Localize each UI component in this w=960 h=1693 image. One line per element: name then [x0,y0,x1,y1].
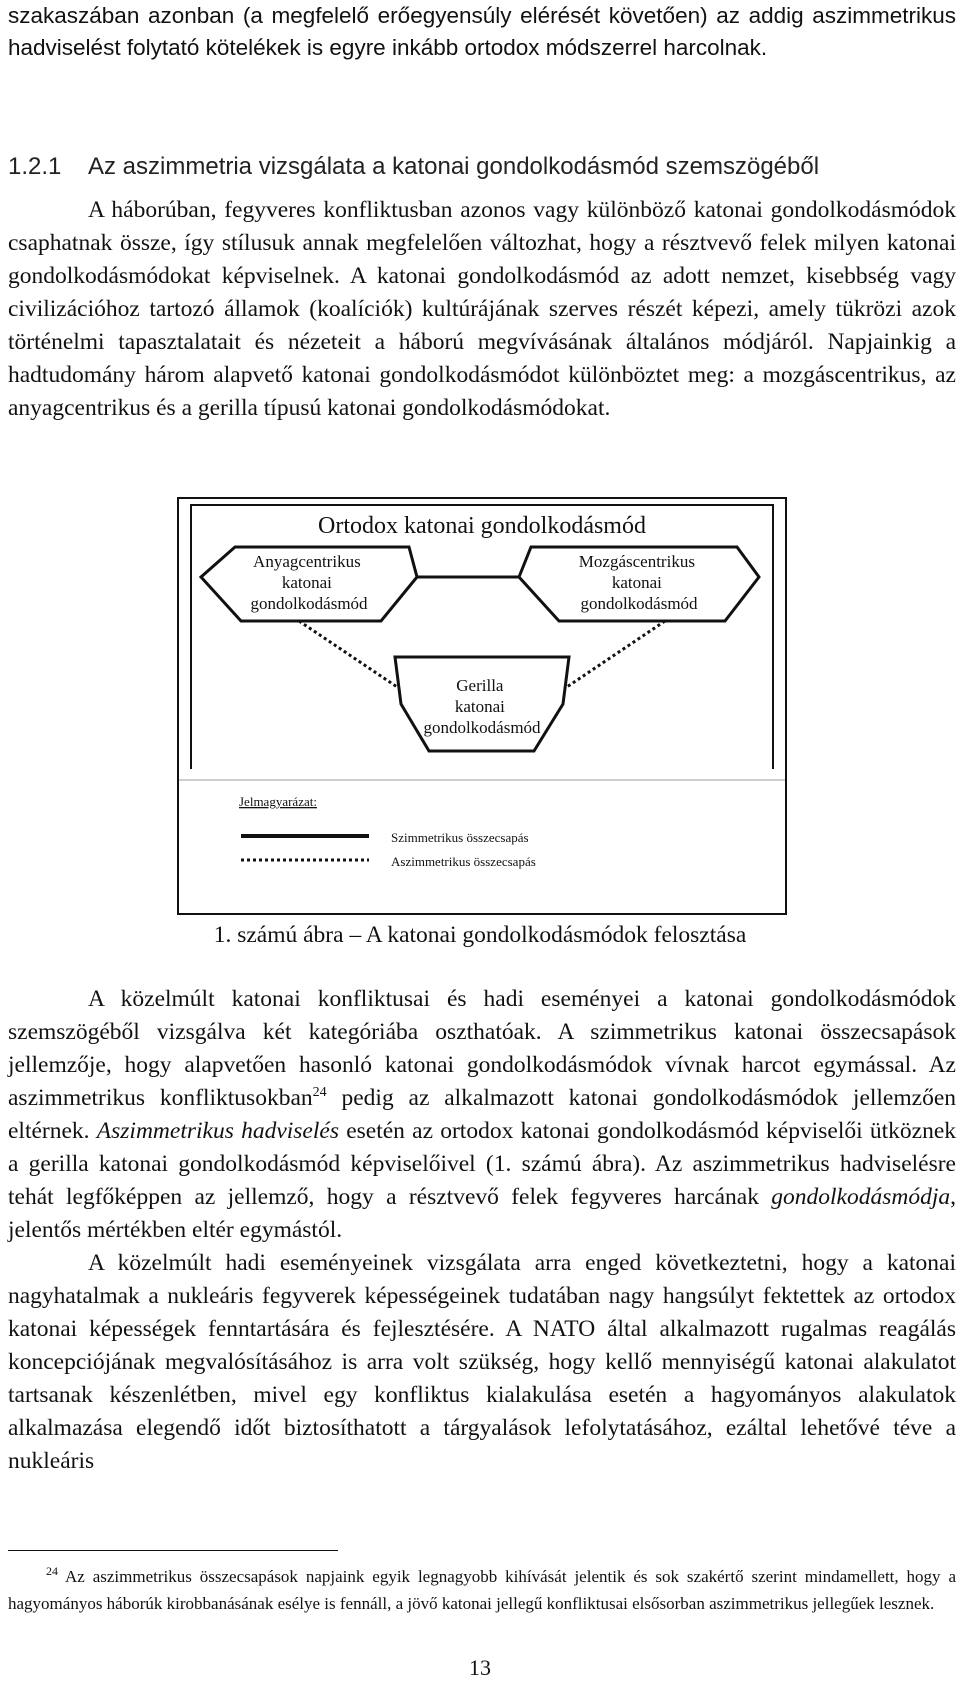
section-number: 1.2.1 [8,153,62,180]
figure-thinking-modes-diagram [177,497,787,915]
intro-paragraph: szakaszában azonban (a megfelelő erőegyensúly elérését követően) az addig aszimmetrikus hadviselést folytató kötelékek is egyre inkább ortodox módszerrel harcolnak. [8,3,956,60]
paragraph-asymmetric-warfare: A közelmúlt katonai konfliktusai és hadi eseményei a katonai gondolkodásmódok szemszögéből vizsgálva két kategóriába oszthatóak. A szimmetrikus katonai összecsapások jellemzője, hogy alapvetően hasonló katonai gondolkodásmódok vívnak harcot egymással. Az aszimmetrikus konfliktusokban$^{24}$ pedig az alkalmazott katonai gondolkodásmódok jellemzően eltérnek. Aszimmetrikus hadviselés esetén az ortodox katonai gondolkodásmód képviselői ütköznek a gerilla katonai gondolkodásmód képviselőivel (1. számú ábra). Az aszimmetrikus hadviselésre tehát legfőképpen az jellemző, hogy a résztvevő felek fegyveres harcának gondolkodásmódja, jelentős mértékben eltér egymástól. [8,986,957,1243]
page-number: 13 [469,1655,491,1680]
footnote-separator [8,1550,338,1551]
section-title: Az aszimmetria vizsgálata a katonai gondolkodásmód szemszögéből [88,153,820,180]
diagram-svg [179,499,785,913]
legend-title: Jelmagyarázat: [239,794,317,809]
movement-centric-label: Mozgáscentrikus katonai gondolkodásmód [578,552,698,613]
footnote: 24 Az aszimmetrikus összecsapások napjaink egyik legnagyobb kihívását jelentik és sok szakértő szerint mindamellett, hogy a hagyományos háborúk kirobbanásának esélye is fennáll, a jövő katonai jellegű konfliktusai elsősorban aszimmetrikus jellegűek lesznek. [8,1564,956,1613]
orthodox-title: Ortodox katonai gondolkodásmód [318,513,646,539]
material-centric-label: Anyagcentrikus katonai gondolkodásmód [250,552,368,613]
paragraph-thinking-modes: A háborúban, fegyveres konfliktusban azonos vagy különböző katonai gondolkodásmódok csaphatnak össze, így stílusuk annak megfelelően változhat, hogy a résztvevő felek milyen katonai gondolkodásmódokat képviselnek. A katonai gondolkodásmód az adott nemzet, kisebbség vagy civilizációhoz tartozó államok (koalíciók) kultúrájának szerves részét képezi, amely tükrözi azok történelmi tapasztalatait és nézeteit a háború megvívásának általános módjáról. Napjainkig a hadtudomány három alapvető katonai gondolkodásmódot különböztet meg: a mozgáscentrikus, az anyagcentrikus és a gerilla típusú katonai gondolkodásmódokat. [8,197,956,421]
paragraph-nuclear-powers: A közelmúlt hadi eseményeinek vizsgálata arra enged következtetni, hogy a katonai nagyhatalmak a nukleáris fegyverek képességeinek tudatában nagy hangsúlyt fektettek az ortodox katonai képességek fenntartására és fejlesztésére. A NATO által alkalmazott rugalmas reagálás koncepciójának megvalósításához is arra volt szükség, hogy kellő mennyiségű katonai alakulatot tartsanak készenlétben, mivel egy konfliktus kialakulása esetén a hagyományos alakulatok alkalmazása elegendő időt biztosíthatott a tárgyalások lefolytatásához, ezáltal lehetővé téve a nukleáris [8,1250,956,1474]
legend-solid-label: Szimmetrikus összecsapás [391,830,529,845]
figure-caption: 1. számú ábra – A katonai gondolkodásmódok felosztása [213,922,747,948]
legend-dotted-label: Aszimmetrikus összecsapás [391,854,536,869]
footnote-reference[interactable]: 24 [312,1085,327,1101]
section-heading [8,152,819,182]
guerrilla-label: Gerilla katonai gondolkodásmód [423,676,541,737]
footnote-text: Az aszimmetrikus összecsapások napjaink egyik legnagyobb kihívását jelentik és sok szakértő szerint mindamellett, hogy a hagyományos háborúk kirobbanásának esélye is fennáll, a jövő katonai jellegű konfliktusai elsősorban aszimmetrikus jellegűek lesznek. [8,1567,956,1613]
